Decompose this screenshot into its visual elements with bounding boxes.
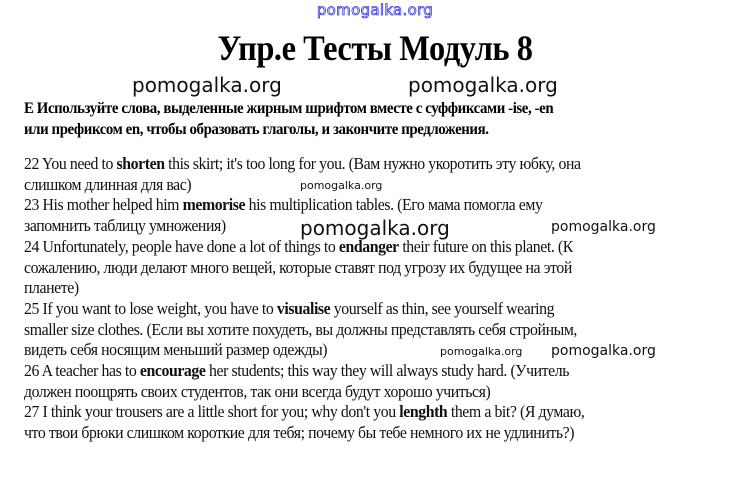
exercise-list [24, 154, 744, 444]
bold-word: memorise [182, 195, 246, 215]
bold-word: visualise [276, 298, 331, 318]
bold-word: lenghth [399, 402, 448, 422]
exercise-item-24 [24, 237, 744, 299]
sentence-text: 23 His mother helped him [24, 195, 183, 215]
sentence-text: his multiplication tables. (Его мама помогла ему [245, 195, 543, 215]
watermark: pomogalka.org [440, 345, 523, 358]
sentence-text: 22 You need to [24, 154, 117, 173]
sentence-text: smaller size clothes. (Если вы хотите похудеть, вы должны представлять себя стройным, [24, 319, 577, 339]
sentence-text: планете) [24, 278, 79, 298]
exercise-item-26 [24, 361, 744, 402]
watermark: pomogalka.org [551, 343, 656, 359]
watermark: pomogalka.org [300, 179, 383, 192]
sentence-text: 25 If you want to lose weight, you have to [24, 298, 277, 318]
page-title: Упр.е Тесты Модуль 8 [217, 28, 533, 68]
watermark-top: pomogalka.org [316, 1, 434, 19]
watermark: pomogalka.org [300, 216, 450, 240]
exercise-item-27 [24, 402, 744, 443]
instruction-line: или префиксом en, чтобы образовать глаголы, и закончите предложения. [24, 121, 489, 138]
watermark: pomogalka.org [132, 73, 282, 97]
watermark: pomogalka.org [408, 73, 558, 97]
bold-word: shorten [116, 154, 165, 173]
sentence-text: 26 A teacher has to [24, 361, 140, 381]
sentence-text: them a bit? (Я думаю, [447, 402, 585, 422]
bold-word: encourage [139, 361, 206, 381]
sentence-text: что твои брюки слишком короткие для тебя; почему бы тебе немного их не удлинить?) [24, 423, 575, 443]
instruction-line: E Используйте слова, выделенные жирным шрифтом вместе с суффиксами -ise, -en [24, 100, 554, 117]
sentence-text: слишком длинная для вас) [24, 174, 192, 194]
sentence-text: видеть себя носящим меньший размер одежды) [24, 340, 328, 360]
sentence-text: yourself as thin, see yourself wearing [330, 298, 555, 318]
sentence-text: запомнить таблицу умножения) [24, 216, 226, 236]
bold-word: endanger [338, 236, 399, 256]
sentence-text: должен поощрять своих студентов, так они всегда будут хорошо учиться) [24, 381, 491, 401]
sentence-text: 27 I think your trousers are a little short for you; why don't you [24, 402, 400, 422]
watermark: pomogalka.org [551, 219, 656, 235]
sentence-text: their future on this planet. (К [398, 236, 573, 256]
exercise-item-22 [24, 154, 744, 195]
sentence-text: сожалению, люди делают много вещей, которые ставят под угрозу их будущее на этой [24, 257, 572, 277]
instruction [24, 98, 744, 140]
sentence-text: her students; this way they will always study hard. (Учитель [205, 361, 570, 381]
sentence-text: this skirt; it's too long for you. (Вам нужно укоротить эту юбку, она [164, 154, 581, 173]
sentence-text: 24 Unfortunately, people have done a lot of things to [24, 236, 339, 256]
